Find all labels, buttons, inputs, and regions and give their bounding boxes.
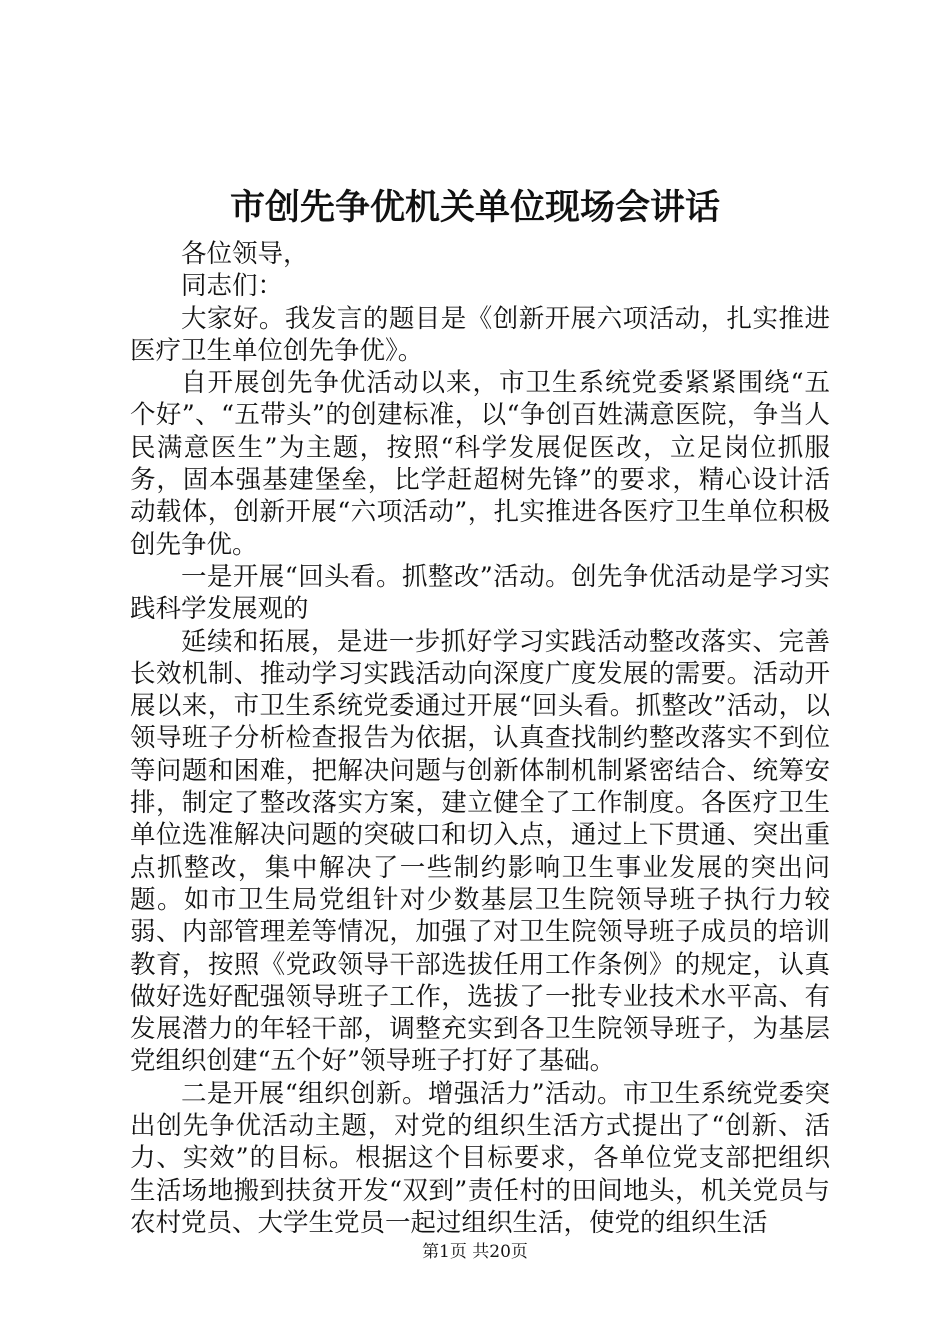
document-title: 市创先争优机关单位现场会讲话	[229, 187, 720, 228]
paragraph-activity-two: 二是开展“组织创新。增强活力”活动。市卫生系统党委突出创先争优活动主题，对党的组织生活方式提出了“创新、活力、实效”的目标。根据这个目标要求，各单位党支部把组织生活场地搬到扶贫开发“双到”责任村的田间地头，机关党员与农村党员、大学生党员一起过组织生活，使党的组织生活	[130, 1078, 830, 1238]
paragraph-intro: 大家好。我发言的题目是《创新开展六项活动，扎实推进医疗卫生单位创先争优》。	[130, 303, 830, 366]
paragraph-overview: 自开展创先争优活动以来，市卫生系统党委紧紧围绕“五个好”、“五带头”的创建标准，以“争创百姓满意医院，争当人民满意医生”为主题，按照“科学发展促医改，立足岗位抓服务，固本强基建堡垒，比学赶超树先锋”的要求，精心设计活动载体，创新开展“六项活动”，扎实推进各医疗卫生单位积极创先争优。	[130, 368, 830, 560]
document-body	[130, 238, 830, 1239]
paragraph-salutation-comrades: 同志们：	[181, 271, 284, 302]
paragraph-activity-one-body: 延续和拓展，是进一步抓好学习实践活动整改落实、完善长效机制、推动学习实践活动向深度广度发展的需要。活动开展以来，市卫生系统党委通过开展“回头看。抓整改”活动，以领导班子分析检查报告为依据，认真查找制约整改落实不到位等问题和困难，把解决问题与创新体制机制紧密结合、统筹安排，制定了整改落实方案，建立健全了工作制度。各医疗卫生单位选准解决问题的突破口和切入点，通过上下贯通、突出重点抓整改，集中解决了一些制约影响卫生事业发展的突出问题。如市卫生局党组针对少数基层卫生院领导班子执行力较弱、内部管理差等情况，加强了对卫生院领导班子成员的培训教育，按照《党政领导干部选拔任用工作条例》的规定，认真做好选好配强领导班子工作，选拔了一批专业技术水平高、有发展潜力的年轻干部，调整充实到各卫生院领导班子，为基层党组织创建“五个好”领导班子打好了基础。	[130, 626, 830, 1077]
paragraph-activity-one-heading: 一是开展“回头看。抓整改”活动。创先争优活动是学习实践科学发展观的	[130, 561, 830, 625]
page-number-footer: 第1页 共20页	[422, 1242, 528, 1262]
paragraph-salutation-leaders: 各位领导，	[181, 239, 309, 269]
